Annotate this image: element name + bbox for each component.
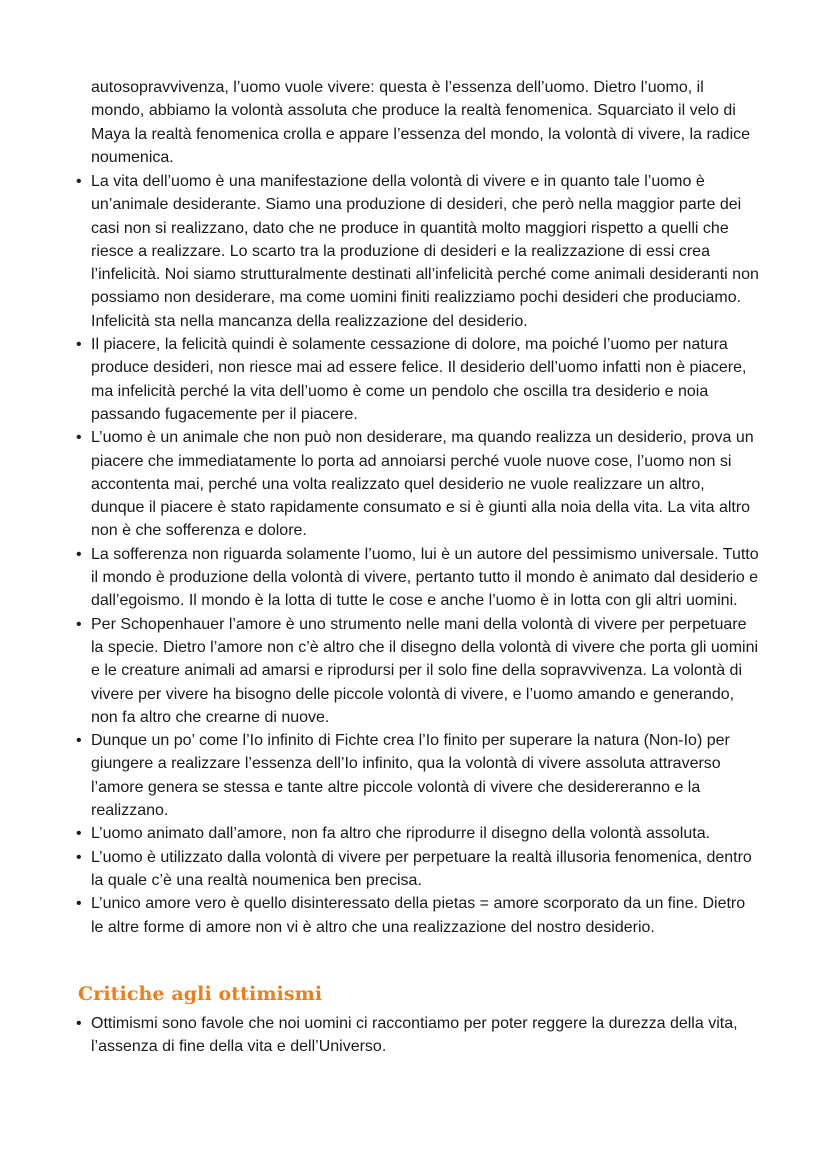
list-item: • Ottimismi sono favole che noi uomini ci raccontiamo per poter reggere la durezza della vita, l’assenza di fine della vita e dell’Universo. (76, 1012, 761, 1059)
bullet-list (76, 170, 761, 939)
list-item: • Dunque un po’ come l’Io infinito di Fichte crea l’Io finito per superare la natura (Non-Io) per giungere a realizzare l’essenza dell’Io infinito, qua la volontà di vivere assoluta attraverso l’amore genera se stessa e tante altre piccole volontà di vivere che desidereranno e la realizzano. (76, 729, 761, 822)
list-item: • L’uomo è un animale che non può non desiderare, ma quando realizza un desiderio, prova un piacere che immediatamente lo porta ad annoiarsi perché vuole nuove cose, l’uomo non si accontenta mai, perché una volta realizzato quel desiderio ne vuole realizzare un altro, dunque il piacere è stato rapidamente consumato e si è giunti alla noia della vita. La vita altro non è che sofferenza e dolore. (76, 426, 761, 542)
list-item: • La vita dell’uomo è una manifestazione della volontà di vivere e in quanto tale l’uomo è un’animale desiderante. Siamo una produzione di desideri, che però nella maggior parte dei casi non si realizzano, dato che ne produce in quantità molto maggiori rispetto a quelli che riesce a realizzare. Lo scarto tra la produzione di desideri e la realizzazione di essi crea l’infelicità. Noi siamo strutturalmente destinati all’infelicità perché come animali desideranti non possiamo non desiderare, ma come uomini finiti realizziamo pochi desideri che produciamo. Infelicità sta nella mancanza della realizzazione del desiderio. (76, 170, 761, 333)
list-item: • Per Schopenhauer l’amore è uno strumento nelle mani della volontà di vivere per perpetuare la specie. Dietro l’amore non c’è altro che il disegno della volontà di vivere che porta gli uomini e le creature animali ad amarsi e riprodursi per il solo fine della sopravvivenza. La volontà di vivere per vivere ha bisogno delle piccole volontà di vivere, e l’uomo amando e generando, non fa altro che crearne di nuove. (76, 613, 761, 729)
list-item: • L’unico amore vero è quello disinteressato della pietas = amore scorporato da un fine. Dietro le altre forme di amore non vi è altro che una realizzazione del nostro desiderio. (76, 892, 761, 939)
list-item: • L’uomo animato dall’amore, non fa altro che riprodurre il disegno della volontà assoluta. (76, 822, 761, 845)
list-item: • Il piacere, la felicità quindi è solamente cessazione di dolore, ma poiché l’uomo per natura produce desideri, non riesce mai ad essere felice. Il desiderio dell’uomo infatti non è piacere, ma infelicità perché la vita dell’uomo è come un pendolo che oscilla tra desiderio e noia passando fugacemente per il piacere. (76, 333, 761, 426)
section-bullet-list (76, 1012, 761, 1059)
intro-paragraph: autosopravvivenza, l’uomo vuole vivere: questa è l’essenza dell’uomo. Dietro l’uomo, il mondo, abbiamo la volontà assoluta che produce la realtà fenomenica. Squarciato il velo di Maya la realtà fenomenica crolla e appare l’essenza del mondo, la volontà di vivere, la radice noumenica. (91, 79, 751, 166)
list-item: • La sofferenza non riguarda solamente l’uomo, lui è un autore del pessimismo universale. Tutto il mondo è produzione della volontà di vivere, pertanto tutto il mondo è animato dal desiderio e dall’egoismo. Il mondo è la lotta di tutte le cose e anche l’uomo è in lotta con gli altri uomini. (76, 543, 761, 613)
list-item: • L’uomo è utilizzato dalla volontà di vivere per perpetuare la realtà illusoria fenomenica, dentro la quale c’è una realtà noumenica ben precisa. (76, 846, 761, 893)
section-heading: Critiche agli ottimismi (78, 983, 323, 1005)
